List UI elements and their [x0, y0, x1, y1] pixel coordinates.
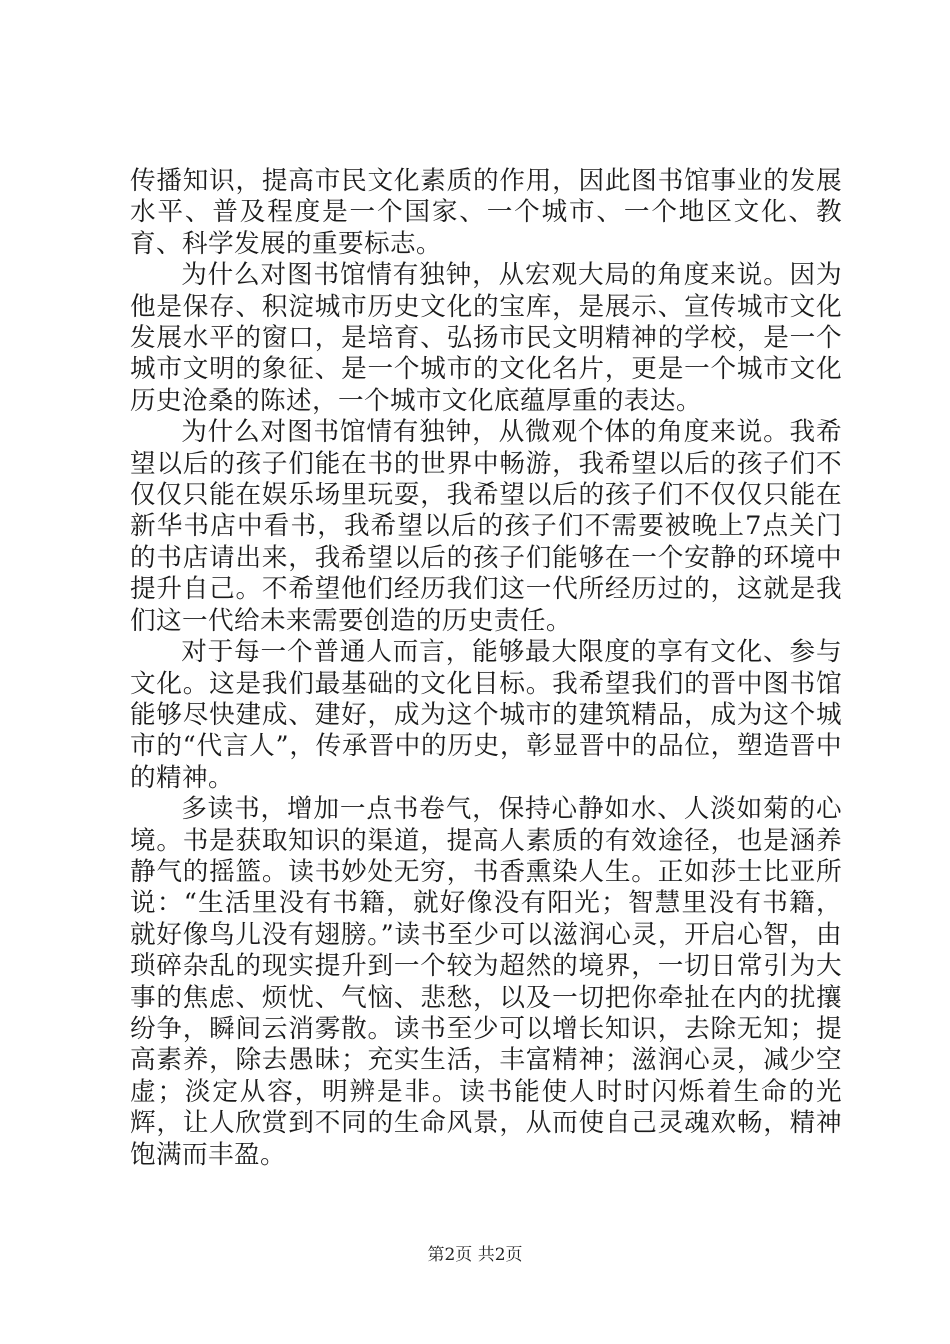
- paragraph-4: 对于每一个普通人而言，能够最大限度的享有文化、参与文化。这是我们最基础的文化目标。我希望我们的晋中图书馆能够尽快建成、建好，成为这个城市的建筑精品，成为这个城市的“代言人”，传承晋中的历史，彰显晋中的品位，塑造晋中的精神。: [130, 637, 842, 793]
- document-body: [130, 166, 842, 1171]
- paragraph-2: 为什么对图书馆情有独钟，从宏观大局的角度来说。因为他是保存、积淀城市历史文化的宝库，是展示、宣传城市文化发展水平的窗口，是培育、弘扬市民文明精神的学校，是一个城市文明的象征、是一个城市的文化名片，更是一个城市文化历史沧桑的陈述，一个城市文化底蕴厚重的表达。: [130, 260, 842, 416]
- page-number-footer: 第2页 共2页: [427, 1245, 523, 1265]
- paragraph-3: 为什么对图书馆情有独钟，从微观个体的角度来说。我希望以后的孩子们能在书的世界中畅游，我希望以后的孩子们不仅仅只能在娱乐场里玩耍，我希望以后的孩子们不仅仅只能在新华书店中看书，我希望以后的孩子们不需要被晚上7点关门的书店请出来，我希望以后的孩子们能够在一个安静的环境中提升自己。不希望他们经历我们这一代所经历过的，这就是我们这一代给未来需要创造的历史责任。: [130, 417, 842, 636]
- paragraph-5: 多读书，增加一点书卷气，保持心静如水、人淡如菊的心境。书是获取知识的渠道，提高人素质的有效途径，也是涵养静气的摇篮。读书妙处无穷，书香熏染人生。正如莎士比亚所说：“生活里没有书籍，就好像没有阳光；智慧里没有书籍，就好像鸟儿没有翅膀。”读书至少可以滋润心灵，开启心智，由琐碎杂乱的现实提升到一个较为超然的境界，一切日常引为大事的焦虑、烦忧、气恼、悲愁，以及一切把你牵扯在内的扰攘纷争，瞬间云消雾散。读书至少可以增长知识，去除无知；提高素养，除去愚昧；充实生活，丰富精神；滋润心灵，减少空虚；淡定从容，明辨是非。读书能使人时时闪烁着生命的光辉，让人欣赏到不同的生命风景，从而使自己灵魂欢畅，精神饱满而丰盈。: [130, 794, 842, 1170]
- paragraph-1: 传播知识，提高市民文化素质的作用，因此图书馆事业的发展水平、普及程度是一个国家、一个城市、一个地区文化、教育、科学发展的重要标志。: [130, 166, 842, 259]
